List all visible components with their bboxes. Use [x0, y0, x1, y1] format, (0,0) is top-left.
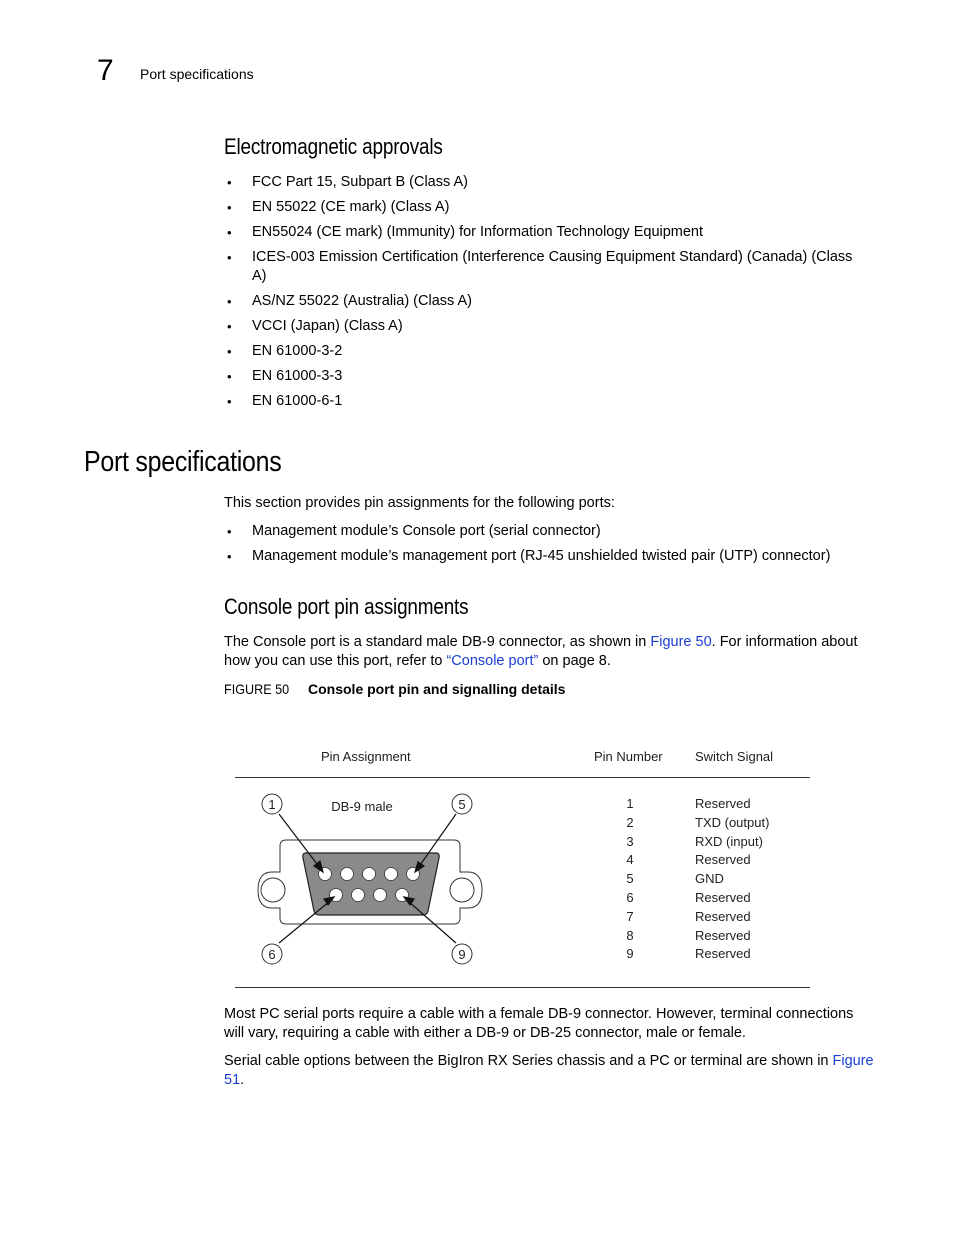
figure-title: Console port pin and signalling details — [308, 681, 566, 697]
figure-number: FIGURE 50 — [224, 681, 290, 697]
figure-50-link[interactable]: Figure 50 — [650, 634, 712, 650]
chapter-number: 7 — [97, 54, 114, 87]
pin-number-cell: 1 — [626, 796, 634, 811]
list-item: • EN 55022 (CE mark) (Class A) — [224, 198, 864, 217]
list-item: • Management module’s management port (RJ-45 unshielded twisted pair (UTP) connector) — [224, 547, 884, 566]
pin-number-cell: 9 — [626, 946, 634, 962]
pin-number-cell: 6 — [626, 889, 634, 905]
pin-8 — [374, 889, 387, 902]
closing-paragraph-2 — [224, 1052, 874, 1090]
table-bottom-rule — [235, 987, 810, 988]
switch-signal-cell: Reserved — [695, 927, 751, 943]
col-header-pin-assignment: Pin Assignment — [321, 749, 411, 764]
console-port-link[interactable]: “Console port” — [446, 653, 539, 669]
pin-number-cell: 3 — [626, 833, 634, 849]
switch-signal-cell: TXD (output) — [695, 814, 770, 830]
connector-label: DB-9 male — [331, 799, 393, 814]
em-approvals-heading: Electromagnetic approvals — [224, 134, 443, 159]
table-top-rule — [235, 777, 810, 778]
db9-connector-diagram — [240, 780, 500, 980]
switch-signal-cell: Reserved — [695, 908, 751, 924]
switch-signal-cell: RXD (input) — [695, 833, 763, 849]
paragraph-text: . — [240, 1072, 245, 1088]
list-item: • FCC Part 15, Subpart B (Class A) — [224, 173, 864, 192]
port-specifications-heading: Port specifications — [84, 446, 282, 478]
figure-caption — [224, 681, 565, 697]
switch-signal-cell: GND — [695, 871, 724, 887]
col-header-switch-signal: Switch Signal — [695, 749, 774, 764]
paragraph-text: Serial cable options between the BigIron RX Series chassis and a PC or terminal are shown in — [224, 1053, 833, 1069]
list-item: • EN 61000-6-1 — [224, 392, 864, 411]
list-item: • Management module’s Console port (serial connector) — [224, 522, 884, 541]
col-header-pin-number: Pin Number — [594, 749, 663, 764]
console-port-paragraph — [224, 633, 874, 671]
pin-4 — [385, 868, 398, 881]
pin-2 — [341, 868, 354, 881]
paragraph-text: The Console port is a standard male DB-9 connector, as shown in — [224, 634, 651, 650]
list-item: • VCCI (Japan) (Class A) — [224, 317, 864, 336]
list-item: • ICES-003 Emission Certification (Interference Causing Equipment Standard) (Canada) (Class A) — [224, 248, 864, 286]
list-item: • AS/NZ 55022 (Australia) (Class A) — [224, 292, 864, 311]
callout-6-label: 6 — [268, 947, 276, 962]
pin-number-cell: 8 — [626, 927, 634, 943]
pin-7 — [352, 889, 365, 902]
paragraph-text: on page 8. — [538, 653, 611, 669]
pin-number-cell: 7 — [626, 908, 634, 924]
switch-signal-cell: Reserved — [695, 852, 751, 868]
list-item: • EN 61000-3-2 — [224, 342, 864, 361]
figure-51-link[interactable]: Figure 51 — [224, 1053, 874, 1088]
em-approvals-list — [224, 173, 864, 411]
callout-5-label: 5 — [458, 797, 466, 812]
pin-number-cell: 2 — [626, 814, 634, 830]
list-item: • EN55024 (CE mark) (Immunity) for Information Technology Equipment — [224, 223, 864, 242]
port-intro: This section provides pin assignments for the following ports: — [224, 495, 615, 511]
paragraph-text: . For information about how you can use this port, refer to — [224, 634, 858, 669]
closing-paragraph-1: Most PC serial ports require a cable with a female DB-9 connector. However, terminal connections will vary, requiring a cable with either a DB-9 or DB-25 connector, male or female. — [224, 1006, 854, 1041]
switch-signal-cell: Reserved — [695, 889, 751, 905]
pin-number-cell: 5 — [626, 871, 634, 887]
switch-signal-cell: Reserved — [695, 946, 751, 962]
callout-1-label: 1 — [268, 797, 276, 812]
running-header: Port specifications — [140, 66, 254, 82]
switch-signal-cell: Reserved — [695, 796, 751, 811]
port-list — [224, 522, 884, 566]
switch-signal-column — [695, 795, 805, 964]
list-item: • EN 61000-3-3 — [224, 367, 864, 386]
callout-9-label: 9 — [458, 947, 466, 962]
console-port-heading: Console port pin assignments — [224, 594, 469, 619]
pin-number-cell: 4 — [626, 852, 634, 868]
pin-3 — [363, 868, 376, 881]
pin-number-column — [600, 795, 660, 964]
